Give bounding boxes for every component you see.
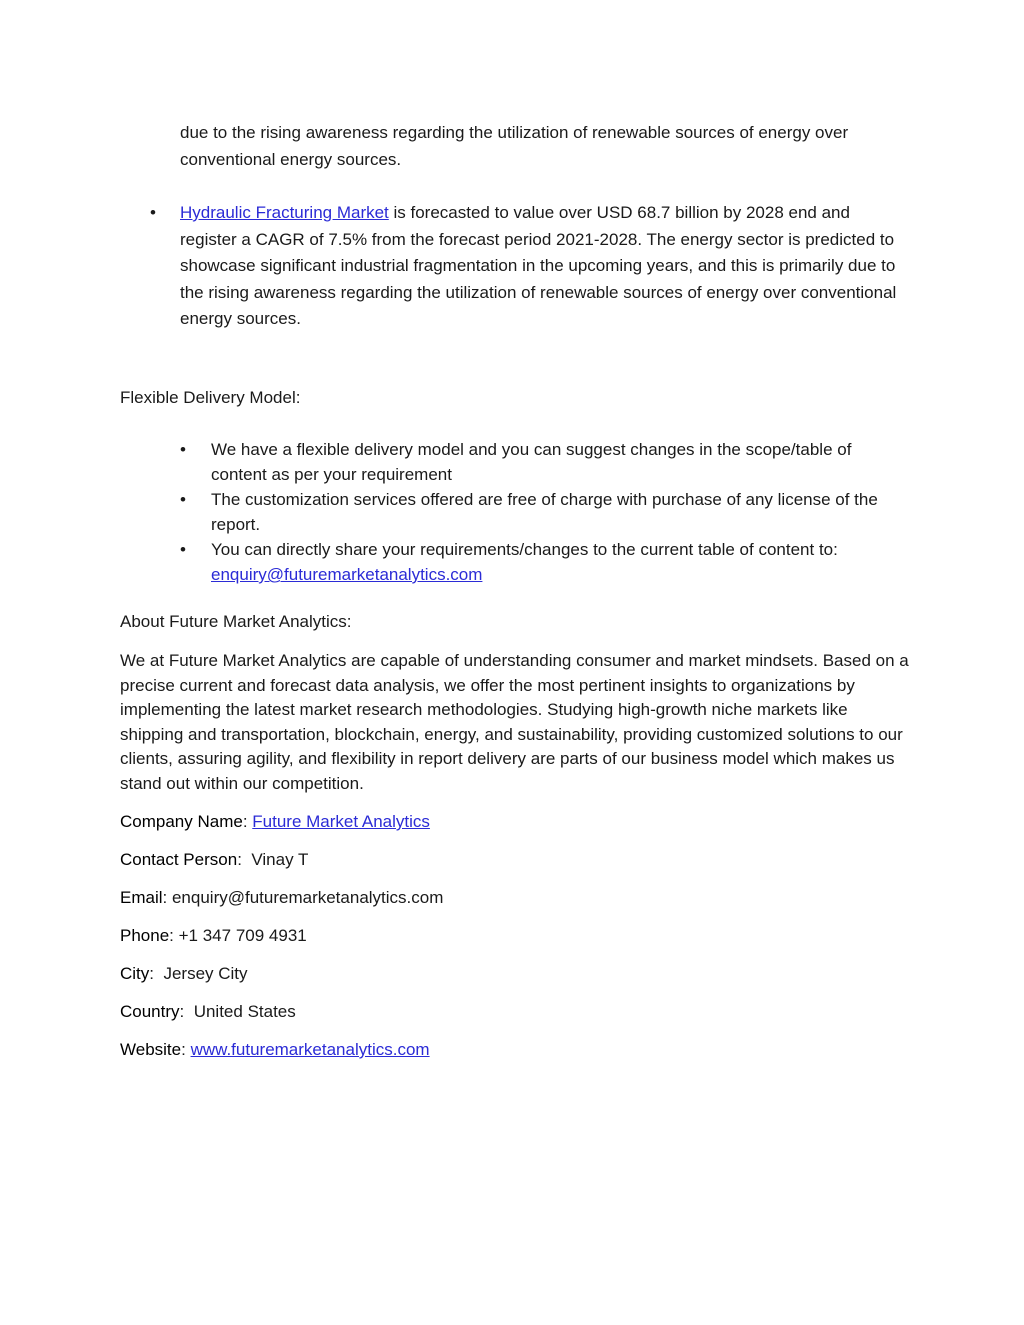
- list-item-text: You can directly share your requirements/changes to the current table of content to:: [211, 540, 838, 559]
- website-link[interactable]: www.futuremarketanalytics.com: [190, 1040, 430, 1059]
- hydraulic-fracturing-market-link[interactable]: Hydraulic Fracturing Market: [180, 203, 389, 222]
- contact-person-field: Contact Person: Vinay T: [120, 850, 309, 869]
- website-field: Website: www.futuremarketanalytics.com: [120, 1040, 430, 1059]
- bullet-icon: •: [150, 203, 156, 222]
- enquiry-email-link[interactable]: enquiry@futuremarketanalytics.com: [211, 565, 483, 584]
- flexible-delivery-heading: Flexible Delivery Model:: [120, 388, 301, 407]
- phone-field: Phone: +1 347 709 4931: [120, 926, 307, 945]
- flexible-delivery-list: [180, 437, 910, 587]
- contact-person-value: Vinay T: [251, 850, 309, 869]
- contact-person-label: Contact Person: [120, 850, 238, 869]
- phone-value: +1 347 709 4931: [178, 926, 307, 945]
- bullet-icon: •: [180, 490, 186, 509]
- email-field: Email: enquiry@futuremarketanalytics.com: [120, 888, 444, 907]
- about-paragraph: We at Future Market Analytics are capable of understanding consumer and market mindsets. Based on a precise current and forecast data analysis, we offer the most pertinent insights to organizations by implementing the latest market research methodologies. Studying high-growth niche markets like shipping and transportation, blockchain, energy, and sustainability, providing customized solutions to our clients, assuring agility, and flexibility in report delivery are parts of our business model which makes us stand out within our competition.: [120, 651, 909, 793]
- about-heading: About Future Market Analytics:: [120, 612, 352, 631]
- list-item: [180, 537, 910, 587]
- country-field: Country: United States: [120, 1002, 296, 1021]
- bullet-icon: •: [180, 440, 186, 459]
- email-value: enquiry@futuremarketanalytics.com: [171, 888, 444, 907]
- market-bullet-text: [180, 200, 910, 333]
- email-label: Email: [120, 888, 163, 907]
- bullet-icon: •: [180, 540, 186, 559]
- market-bullet-rest: is forecasted to value over USD 68.7 billion by 2028 end and register a CAGR of 7.5% from the forecast period 2021-2028. The energy sector is predicted to showcase significant industrial fragmentation in the upcoming years, and this is primarily due to the rising awareness regarding the utilization of renewable sources of energy over conventional energy sources.: [180, 203, 897, 328]
- list-item-text: We have a flexible delivery model and you can suggest changes in the scope/table of content as per your requirement: [211, 440, 852, 484]
- list-item: [180, 437, 910, 487]
- company-name-field: Company Name: Future Market Analytics: [120, 812, 430, 831]
- website-label: Website: [120, 1040, 182, 1059]
- phone-label: Phone: [120, 926, 170, 945]
- city-label: City: [120, 964, 150, 983]
- market-bullet-item: [150, 200, 910, 333]
- list-item-text: The customization services offered are free of charge with purchase of any license of the report.: [211, 490, 878, 534]
- continuation-paragraph: due to the rising awareness regarding the utilization of renewable sources of energy over conventional energy sources.: [180, 123, 849, 169]
- company-name-label: Company Name: [120, 812, 243, 831]
- country-value: United States: [193, 1002, 296, 1021]
- country-label: Country: [120, 1002, 180, 1021]
- company-name-link[interactable]: Future Market Analytics: [252, 812, 430, 831]
- city-field: City: Jersey City: [120, 964, 248, 983]
- city-value: Jersey City: [163, 964, 248, 983]
- list-item: [180, 487, 910, 537]
